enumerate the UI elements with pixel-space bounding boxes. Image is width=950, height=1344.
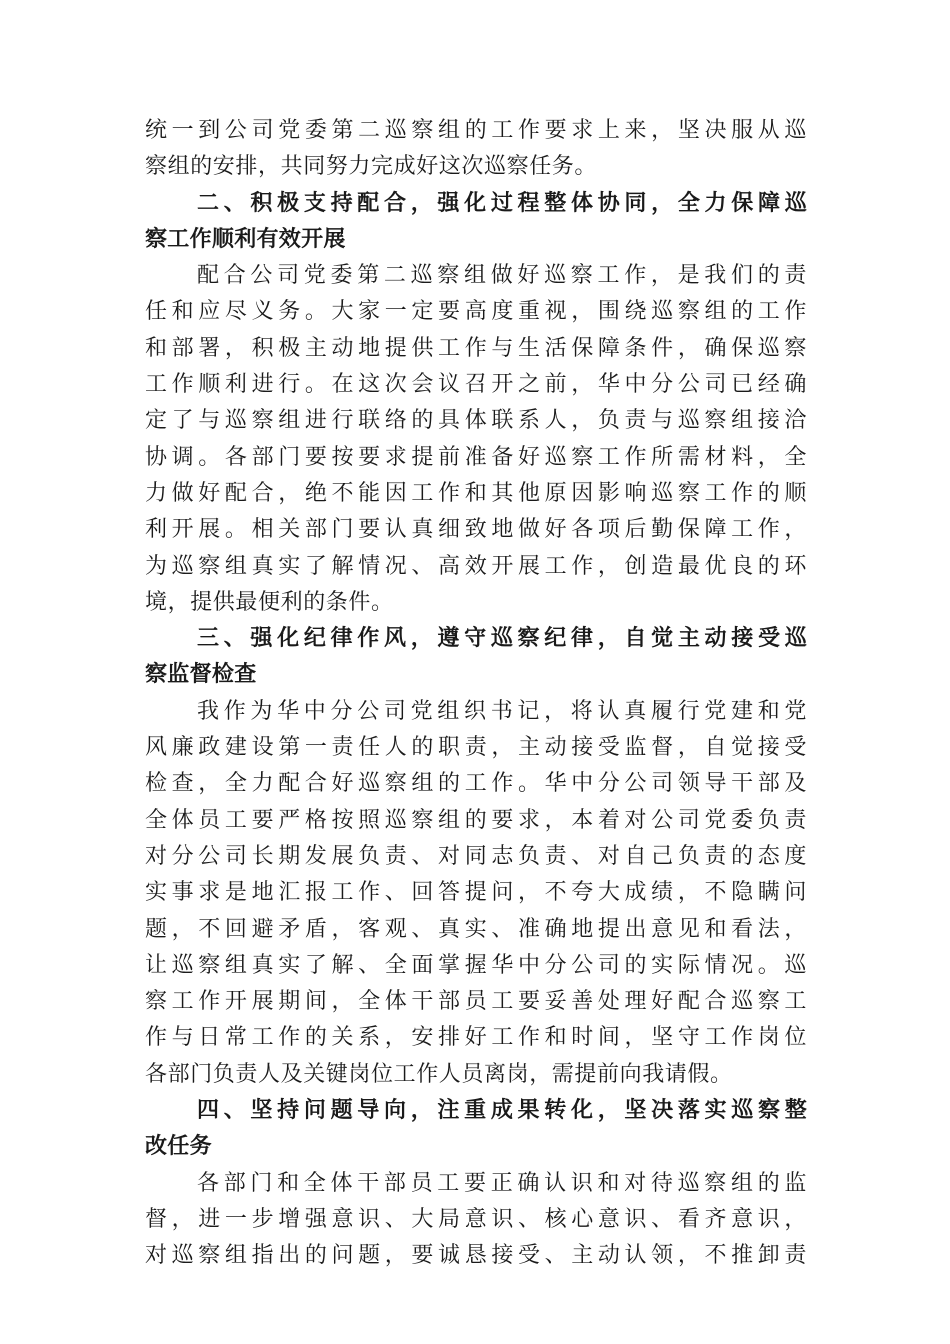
section-heading: 四、坚持问题导向，注重成果转化，坚决落实巡察整: [197, 1098, 807, 1124]
body-line: 对巡察组指出的问题，要诚恳接受、主动认领，不推卸责: [145, 1243, 807, 1269]
body-line: 督，进一步增强意识、大局意识、核心意识、看齐意识，: [145, 1206, 807, 1232]
body-line: 统一到公司党委第二巡察组的工作要求上来，坚决服从巡: [145, 118, 807, 143]
body-line: 风廉政建设第一责任人的职责，主动接受监督，自觉接受: [145, 735, 807, 761]
body-line: 境，提供最便利的条件。: [145, 589, 394, 615]
body-line: 让巡察组真实了解、全面掌握华中分公司的实际情况。巡: [145, 952, 807, 978]
body-line: 定了与巡察组进行联络的具体联系人，负责与巡察组接洽: [145, 408, 807, 434]
body-line: 工作顺利进行。在这次会议召开之前，华中分公司已经确: [145, 372, 807, 398]
body-line: 我作为华中分公司党组织书记，将认真履行党建和党: [197, 698, 807, 724]
section-heading: 三、强化纪律作风，遵守巡察纪律，自觉主动接受巡: [197, 626, 807, 652]
section-heading: 察监督检查: [145, 662, 257, 688]
section-heading: 改任务: [145, 1134, 212, 1160]
body-line: 对分公司长期发展负责、对同志负责、对自己负责的态度: [145, 843, 807, 869]
body-line: 各部门和全体干部员工要正确认识和对待巡察组的监: [197, 1170, 807, 1196]
body-line: 配合公司党委第二巡察组做好巡察工作，是我们的责: [197, 263, 807, 289]
body-line: 各部门负责人及关键岗位工作人员离岗，需提前向我请假。: [145, 1061, 733, 1087]
section-heading: 二、积极支持配合，强化过程整体协同，全力保障巡: [197, 190, 807, 216]
body-line: 利开展。相关部门要认真细致地做好各项后勤保障工作，: [145, 517, 807, 543]
body-line: 和部署，积极主动地提供工作与生活保障条件，确保巡察: [145, 335, 807, 361]
document-page: [145, 113, 807, 1275]
body-line: 力做好配合，绝不能因工作和其他原因影响巡察工作的顺: [145, 480, 807, 506]
body-line: 任和应尽义务。大家一定要高度重视，围绕巡察组的工作: [145, 299, 807, 325]
body-line: 察组的安排，共同努力完成好这次巡察任务。: [145, 154, 598, 180]
body-line: 题，不回避矛盾，客观、真实、准确地提出意见和看法，: [145, 916, 807, 942]
section-heading: 察工作顺利有效开展: [145, 226, 346, 252]
body-line: 实事求是地汇报工作、回答提问，不夸大成绩，不隐瞒问: [145, 880, 807, 906]
body-line: 察工作开展期间，全体干部员工要妥善处理好配合巡察工: [145, 989, 807, 1015]
body-line: 协调。各部门要按要求提前准备好巡察工作所需材料，全: [145, 444, 807, 470]
body-line: 作与日常工作的关系，安排好工作和时间，坚守工作岗位: [145, 1025, 807, 1051]
body-line: 全体员工要严格按照巡察组的要求，本着对公司党委负责: [145, 807, 807, 833]
body-line: 为巡察组真实了解情况、高效开展工作，创造最优良的环: [145, 553, 807, 579]
body-line: 检查，全力配合好巡察组的工作。华中分公司领导干部及: [145, 771, 807, 797]
